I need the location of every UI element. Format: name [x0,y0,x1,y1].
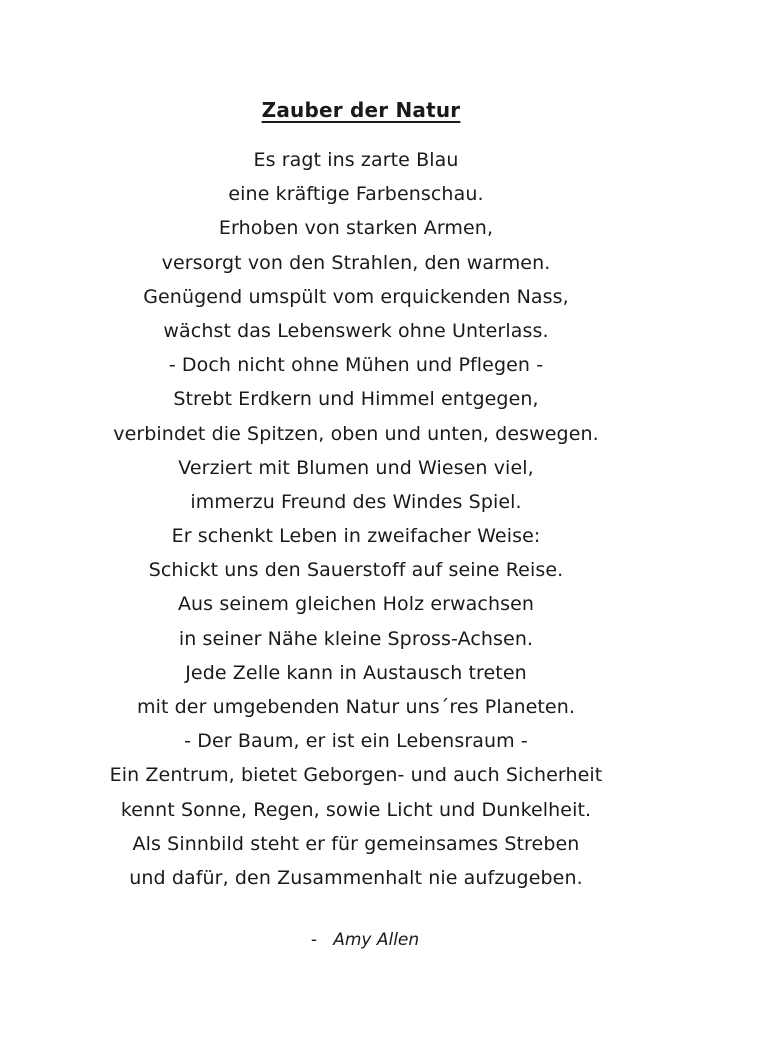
poem-line: Er schenkt Leben in zweifacher Weise: [171,525,541,548]
poem-line: Genügend umspült vom erquickenden Nass, [143,285,569,308]
poem-line: verbindet die Spitzen, oben und unten, deswegen. [113,422,599,445]
poem-line: mit der umgebenden Natur uns´res Planeten. [136,696,576,718]
poem-line: in seiner Nähe kleine Spross-Achsen. [178,627,534,650]
poem-line: eine kräftige Farbenschau. [228,183,484,206]
poem-line: kennt Sonne, Regen, sowie Licht und Dunkelheit. [120,798,592,821]
poem-line: Jede Zelle kann in Austausch treten [185,661,527,684]
poem-line: wächst das Lebenswerk ohne Unterlass. [163,319,549,342]
poem-title: Zauber der Natur [261,98,461,122]
poem-author: - Amy Allen [310,930,420,950]
poem-line: Als Sinnbild steht er für gemeinsames Streben [132,832,580,855]
poem-line: Es ragt ins zarte Blau [253,149,459,171]
poem-line: Verziert mit Blumen und Wiesen viel, [178,456,534,479]
poem-line: - Doch nicht ohne Mühen und Pflegen - [168,354,544,377]
poem-line: und dafür, den Zusammenhalt nie aufzugeben. [129,866,583,889]
poem-body [0,143,712,895]
poem-line: Aus seinem gleichen Holz erwachsen [177,593,535,616]
poem-line: immerzu Freund des Windes Spiel. [190,490,522,513]
poem-line: Strebt Erdkern und Himmel entgegen, [173,388,539,411]
poem-line: - Der Baum, er ist ein Lebensraum - [184,730,528,753]
poem-line: Erhoben von starken Armen, [218,217,494,240]
poem-line: Ein Zentrum, bietet Geborgen- und auch Sicherheit [109,764,603,787]
poem-line: versorgt von den Strahlen, den warmen. [161,251,551,274]
poem-line: Schickt uns den Sauerstoff auf seine Reise. [148,559,564,582]
